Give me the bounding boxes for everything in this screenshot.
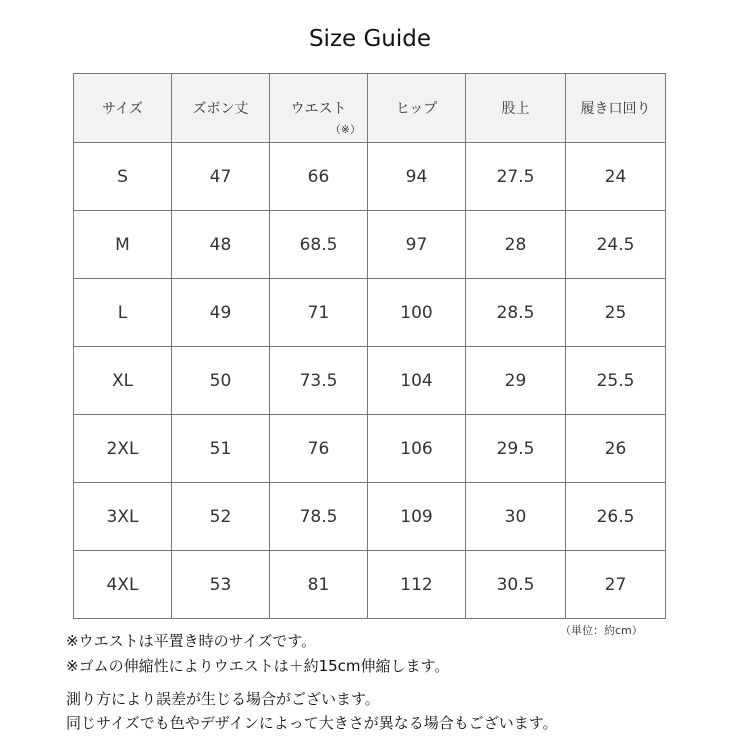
cell-rise: 28 [466,211,566,279]
header-size: サイズ [74,74,172,143]
cell-pants-length: 51 [172,415,270,483]
cell-size: XL [74,347,172,415]
size-table [73,73,666,619]
cell-pants-length: 49 [172,279,270,347]
note-size-variation: 同じサイズでも色やデザインによって大きさが異なる場合もございます。 [66,714,558,732]
table-row [74,551,666,619]
cell-size: 2XL [74,415,172,483]
cell-size: S [74,143,172,211]
cell-waist: 78.5 [270,483,368,551]
cell-waist: 73.5 [270,347,368,415]
cell-size: 4XL [74,551,172,619]
cell-leg-opening: 24.5 [566,211,666,279]
cell-hip: 106 [368,415,466,483]
cell-leg-opening: 24 [566,143,666,211]
cell-rise: 29.5 [466,415,566,483]
cell-rise: 28.5 [466,279,566,347]
header-leg-opening: 履き口回り [566,74,666,143]
table-row [74,347,666,415]
cell-hip: 112 [368,551,466,619]
note-measurement-error: 測り方により誤差が生じる場合がございます。 [66,690,380,708]
cell-waist: 81 [270,551,368,619]
note-waist-flat: ※ウエストは平置き時のサイズです。 [66,632,317,650]
cell-leg-opening: 26 [566,415,666,483]
table-row [74,143,666,211]
cell-size: 3XL [74,483,172,551]
header-hip: ヒップ [368,74,466,143]
cell-rise: 30 [466,483,566,551]
cell-rise: 27.5 [466,143,566,211]
note-waist-stretch: ※ゴムの伸縮性によりウエストは＋約15cm伸縮します。 [66,657,450,675]
cell-hip: 97 [368,211,466,279]
table-row [74,211,666,279]
cell-size: M [74,211,172,279]
cell-waist: 68.5 [270,211,368,279]
table-row [74,279,666,347]
header-rise: 股上 [466,74,566,143]
unit-note: （単位：約cm） [560,624,643,637]
waist-note-mark: （※） [329,123,361,136]
cell-pants-length: 50 [172,347,270,415]
cell-waist: 76 [270,415,368,483]
cell-pants-length: 47 [172,143,270,211]
table-row [74,483,666,551]
cell-pants-length: 53 [172,551,270,619]
page-title: Size Guide [308,26,432,52]
cell-hip: 100 [368,279,466,347]
cell-waist: 71 [270,279,368,347]
header-waist-label: ウエスト [290,101,347,117]
cell-hip: 109 [368,483,466,551]
cell-rise: 29 [466,347,566,415]
cell-rise: 30.5 [466,551,566,619]
table-header-row [74,74,666,143]
cell-leg-opening: 26.5 [566,483,666,551]
cell-hip: 104 [368,347,466,415]
cell-leg-opening: 25 [566,279,666,347]
table-row [74,415,666,483]
cell-size: L [74,279,172,347]
cell-leg-opening: 27 [566,551,666,619]
cell-pants-length: 48 [172,211,270,279]
cell-leg-opening: 25.5 [566,347,666,415]
header-pants-length: ズボン丈 [172,74,270,143]
cell-pants-length: 52 [172,483,270,551]
header-waist [270,74,368,143]
cell-waist: 66 [270,143,368,211]
cell-hip: 94 [368,143,466,211]
